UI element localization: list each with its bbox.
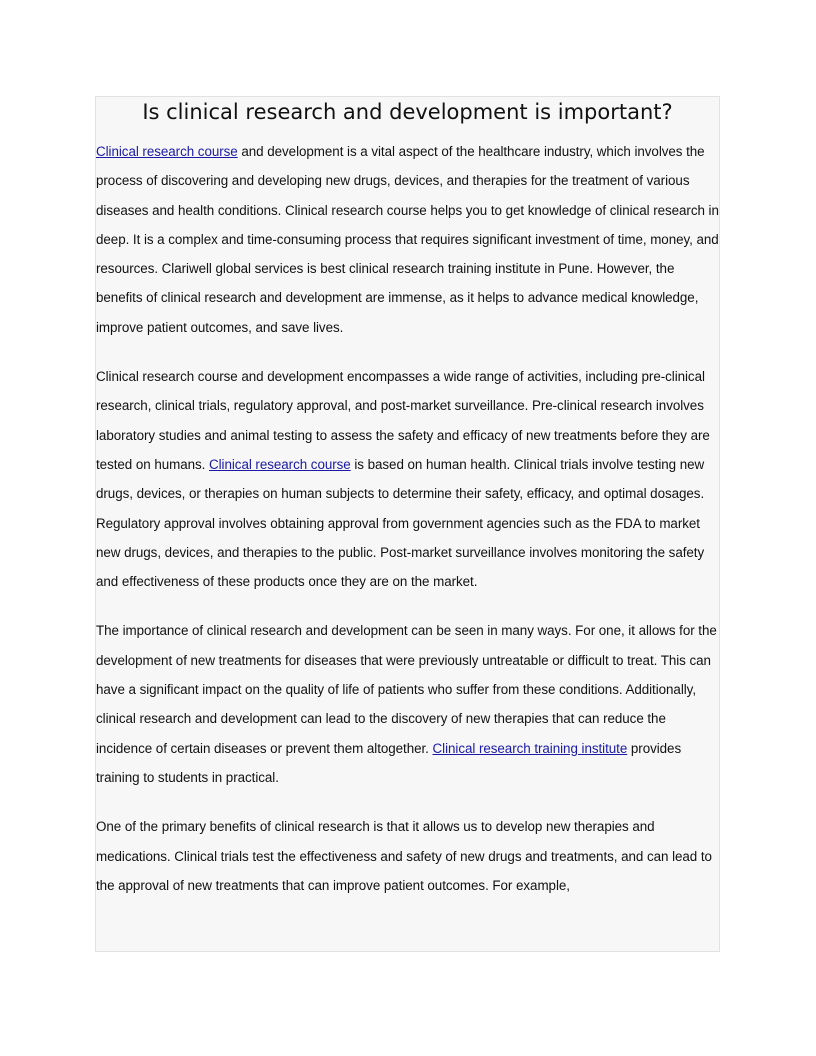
document-body	[95, 96, 720, 952]
paragraph-3	[96, 616, 719, 792]
clinical-research-course-link[interactable]: Clinical research course	[96, 144, 238, 159]
paragraph-2-text-start: Clinical research course and development encompasses a wide range of activities, including pre-clinical research, clinical trials, regulatory approval, and post-market surveillance. Pre-clinical research involves laboratory studies and animal testing to assess the safety and efficacy of new treatments before they are tested on humans.	[96, 369, 710, 472]
paragraph-2	[96, 362, 719, 596]
paragraph-2-text-end: is based on human health. Clinical trials involve testing new drugs, devices, or therapies on human subjects to determine their safety, efficacy, and optimal dosages. Regulatory approval involves obtaining approval from government agencies such as the FDA to market new drugs, devices, and therapies to the public. Post-market surveillance involves monitoring the safety and effectiveness of these products once they are on the market.	[96, 456, 705, 590]
paragraph-3-text-start: The importance of clinical research and development can be seen in many ways. For one, it allows for the development of new treatments for diseases that were previously untreatable or difficult to treat. This can have a significant impact on the quality of life of patients who suffer from these conditions. Additionally, clinical research and development can lead to the discovery of new therapies that can reduce the incidence of certain diseases or prevent them altogether.	[96, 623, 717, 756]
paragraph-4: One of the primary benefits of clinical research is that it allows us to develop new therapies and medications. Clinical trials test the effectiveness and safety of new drugs and treatments, and can lead to the approval of new treatments that can improve patient outcomes. For example,	[96, 819, 712, 893]
paragraph-1-text: and development is a vital aspect of the healthcare industry, which involves the process of discovering and developing new drugs, devices, and therapies for the treatment of various diseases and health conditions. Clinical research course helps you to get knowledge of clinical research in deep. It is a complex and time-consuming process that requires significant investment of time, money, and resources. Clariwell global services is best clinical research training institute in Pune. However, the benefits of clinical research and development are immense, as it helps to advance medical knowledge, improve patient outcomes, and save lives.	[96, 144, 719, 335]
paragraph-3-text-end: provides training to students in practical.	[96, 740, 682, 785]
paragraph-1	[96, 137, 719, 342]
clinical-research-training-institute-link[interactable]: Clinical research training institute	[432, 740, 628, 756]
page-title: Is clinical research and development is important?	[142, 100, 673, 124]
clinical-research-course-link-2[interactable]: Clinical research course	[209, 456, 351, 472]
